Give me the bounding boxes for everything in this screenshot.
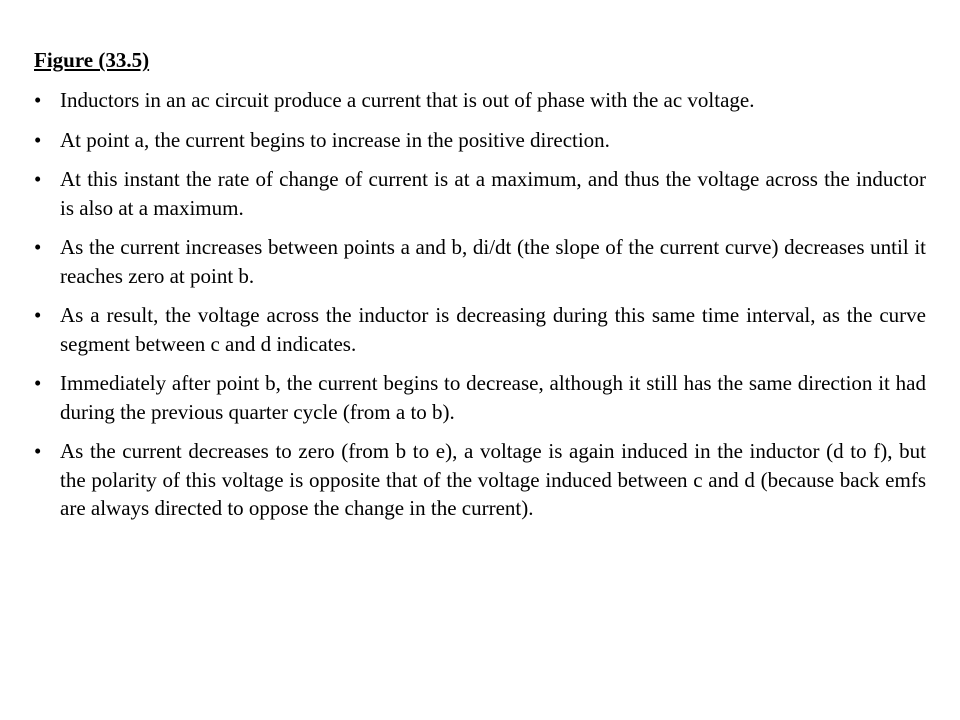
bullet-marker: • bbox=[34, 167, 42, 191]
figure-heading: Figure (33.5) bbox=[34, 48, 150, 72]
bullet-marker: • bbox=[34, 127, 42, 152]
bullet-item bbox=[34, 437, 926, 523]
bullet-marker: • bbox=[34, 235, 42, 259]
bullet-text: Immediately after point b, the current begins to decrease, although it still has the same direction it had during the previous quarter cycle (from a to b). bbox=[60, 371, 926, 424]
bullet-text: As a result, the voltage across the inductor is decreasing during this same time interval, as the curve segment between c and d indicates. bbox=[60, 303, 926, 356]
bullet-item bbox=[34, 301, 926, 358]
bullet-text: At point a, the current begins to increase in the positive direction. bbox=[60, 127, 610, 152]
bullet-list bbox=[34, 86, 926, 523]
bullet-item bbox=[34, 369, 926, 426]
bullet-item bbox=[34, 86, 926, 115]
bullet-text: As the current increases between points a and b, di/dt (the slope of the current curve) decreases until it reaches zero at point b. bbox=[60, 235, 926, 288]
bullet-item bbox=[34, 126, 926, 155]
bullet-text: At this instant the rate of change of current is at a maximum, and thus the voltage across the inductor is also at a maximum. bbox=[60, 167, 926, 220]
bullet-item bbox=[34, 233, 926, 290]
slide-content bbox=[34, 46, 926, 534]
bullet-marker: • bbox=[34, 303, 42, 327]
bullet-item bbox=[34, 165, 926, 222]
bullet-marker: • bbox=[34, 88, 42, 112]
bullet-text: Inductors in an ac circuit produce a current that is out of phase with the ac voltage. bbox=[60, 88, 755, 112]
bullet-marker: • bbox=[34, 439, 42, 463]
bullet-text: As the current decreases to zero (from b to e), a voltage is again induced in the inductor (d to f), but the polarity of this voltage is opposite that of the voltage induced between c and d (because back emfs are always directed to oppose the change in the current). bbox=[60, 439, 926, 520]
bullet-marker: • bbox=[34, 371, 42, 395]
